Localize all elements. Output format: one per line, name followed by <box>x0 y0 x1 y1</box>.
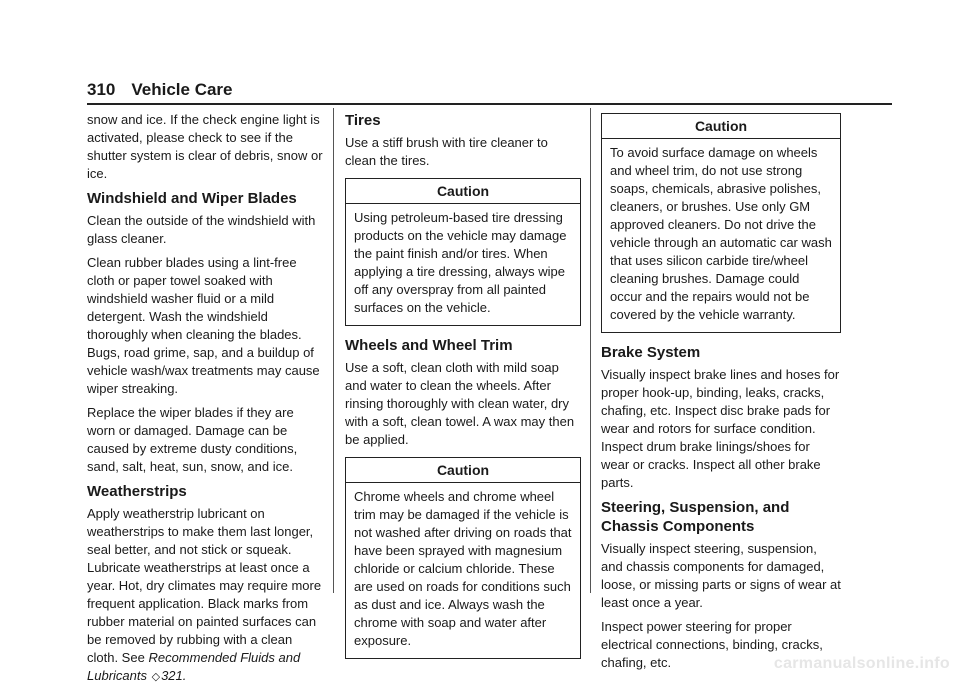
section-title: Vehicle Care <box>131 80 233 99</box>
paragraph: Clean the outside of the windshield with glass cleaner. <box>87 213 316 246</box>
watermark: carmanualsonline.info <box>773 655 950 672</box>
paragraph <box>87 505 323 686</box>
caution-title: Caution <box>436 462 490 478</box>
caution-body: Using petroleum-based tire dressing products on the vehicle may damage the paint finish and/or tires. When applying a tire dressing, always wipe off any overspray from all painted surfaces on the vehicle. <box>354 210 567 315</box>
column-3 <box>601 111 841 678</box>
paragraph: Visually inspect brake lines and hoses for proper hook-up, binding, leaks, cracks, chafing, etc. Inspect disc brake pads for wear and rotors for surface condition. Inspect drum brake linings/shoes for wear or cracks. Inspect all other brake parts. <box>601 367 840 490</box>
heading-steering: Steering, Suspension, and Chassis Components <box>601 499 790 535</box>
caution-divider <box>346 482 580 483</box>
caution-title: Caution <box>436 183 490 199</box>
header-rule <box>87 103 892 105</box>
heading-windshield: Windshield and Wiper Blades <box>87 190 297 207</box>
reference-page[interactable]: 321. <box>161 668 187 683</box>
heading-brake-system: Brake System <box>601 344 701 361</box>
column-2 <box>345 111 581 669</box>
caution-divider <box>602 138 840 139</box>
paragraph: Visually inspect steering, suspension, and chassis components for damaged, loose, or missing parts or signs of wear at least once a year. <box>601 541 841 610</box>
page-header <box>87 80 233 100</box>
cross-reference-link[interactable]: Recommended Fluids and Lubricants <box>87 650 301 683</box>
caution-title: Caution <box>694 118 748 134</box>
column-divider <box>333 108 334 593</box>
paragraph: Use a stiff brush with tire cleaner to clean the tires. <box>345 135 548 168</box>
heading-tires: Tires <box>345 112 381 129</box>
caution-box <box>345 178 581 326</box>
heading-wheels: Wheels and Wheel Trim <box>345 337 513 354</box>
paragraph: Replace the wiper blades if they are worn or damaged. Damage can be caused by extreme dusty conditions, sand, salt, heat, sun, snow, and ice. <box>87 405 298 474</box>
caution-divider <box>346 203 580 204</box>
caution-box <box>601 113 841 333</box>
column-divider <box>590 108 591 593</box>
heading-weatherstrips: Weatherstrips <box>87 483 187 500</box>
caution-box <box>345 457 581 659</box>
caution-body: Chrome wheels and chrome wheel trim may be damaged if the vehicle is not washed after driving on roads that have been sprayed with magnesium chloride or calcium chloride. These are used on roads for conditions such as dust and ice. Always wash the chrome with soap and water after exposure. <box>354 489 572 648</box>
paragraph: Clean rubber blades using a lint-free cloth or paper towel soaked with windshield washer fluid or a mild detergent. Wash the windshield thoroughly when cleaning the blades. Bugs, road grime, sap, and a buildup of vehicle wash/wax treatments may cause wiper streaking. <box>87 255 320 396</box>
paragraph-text: Apply weatherstrip lubricant on weatherstrips to make them last longer, seal better, and not stick or squeak. Lubricate weatherstrips at least once a year. Hot, dry climates may require more frequent application. Black marks from rubber material on painted surfaces can be removed by rubbing with a clean cloth. See <box>87 506 322 665</box>
page-number: 310 <box>87 80 116 99</box>
paragraph: snow and ice. If the check engine light is activated, please check to see if the shutter system is clear of debris, snow or ice. <box>87 112 323 181</box>
column-1 <box>87 111 323 692</box>
caution-body: To avoid surface damage on wheels and wheel trim, do not use strong soaps, chemicals, abrasive polishes, cleaners, or brushes. Use only GM approved cleaners. Do not drive the vehicle through an automatic car wash that uses silicon carbide tire/wheel cleaning brushes. Damage could occur and the repairs would not be covered by the vehicle warranty. <box>610 145 832 322</box>
paragraph: Use a soft, clean cloth with mild soap and water to clean the wheels. After rinsing thoroughly with clean water, dry with a soft, clean towel. A wax may then be applied. <box>345 360 575 447</box>
page-reference-icon: ◇ <box>151 671 161 683</box>
paragraph: Inspect power steering for proper electrical connections, binding, cracks, chafing, etc. <box>601 619 823 670</box>
